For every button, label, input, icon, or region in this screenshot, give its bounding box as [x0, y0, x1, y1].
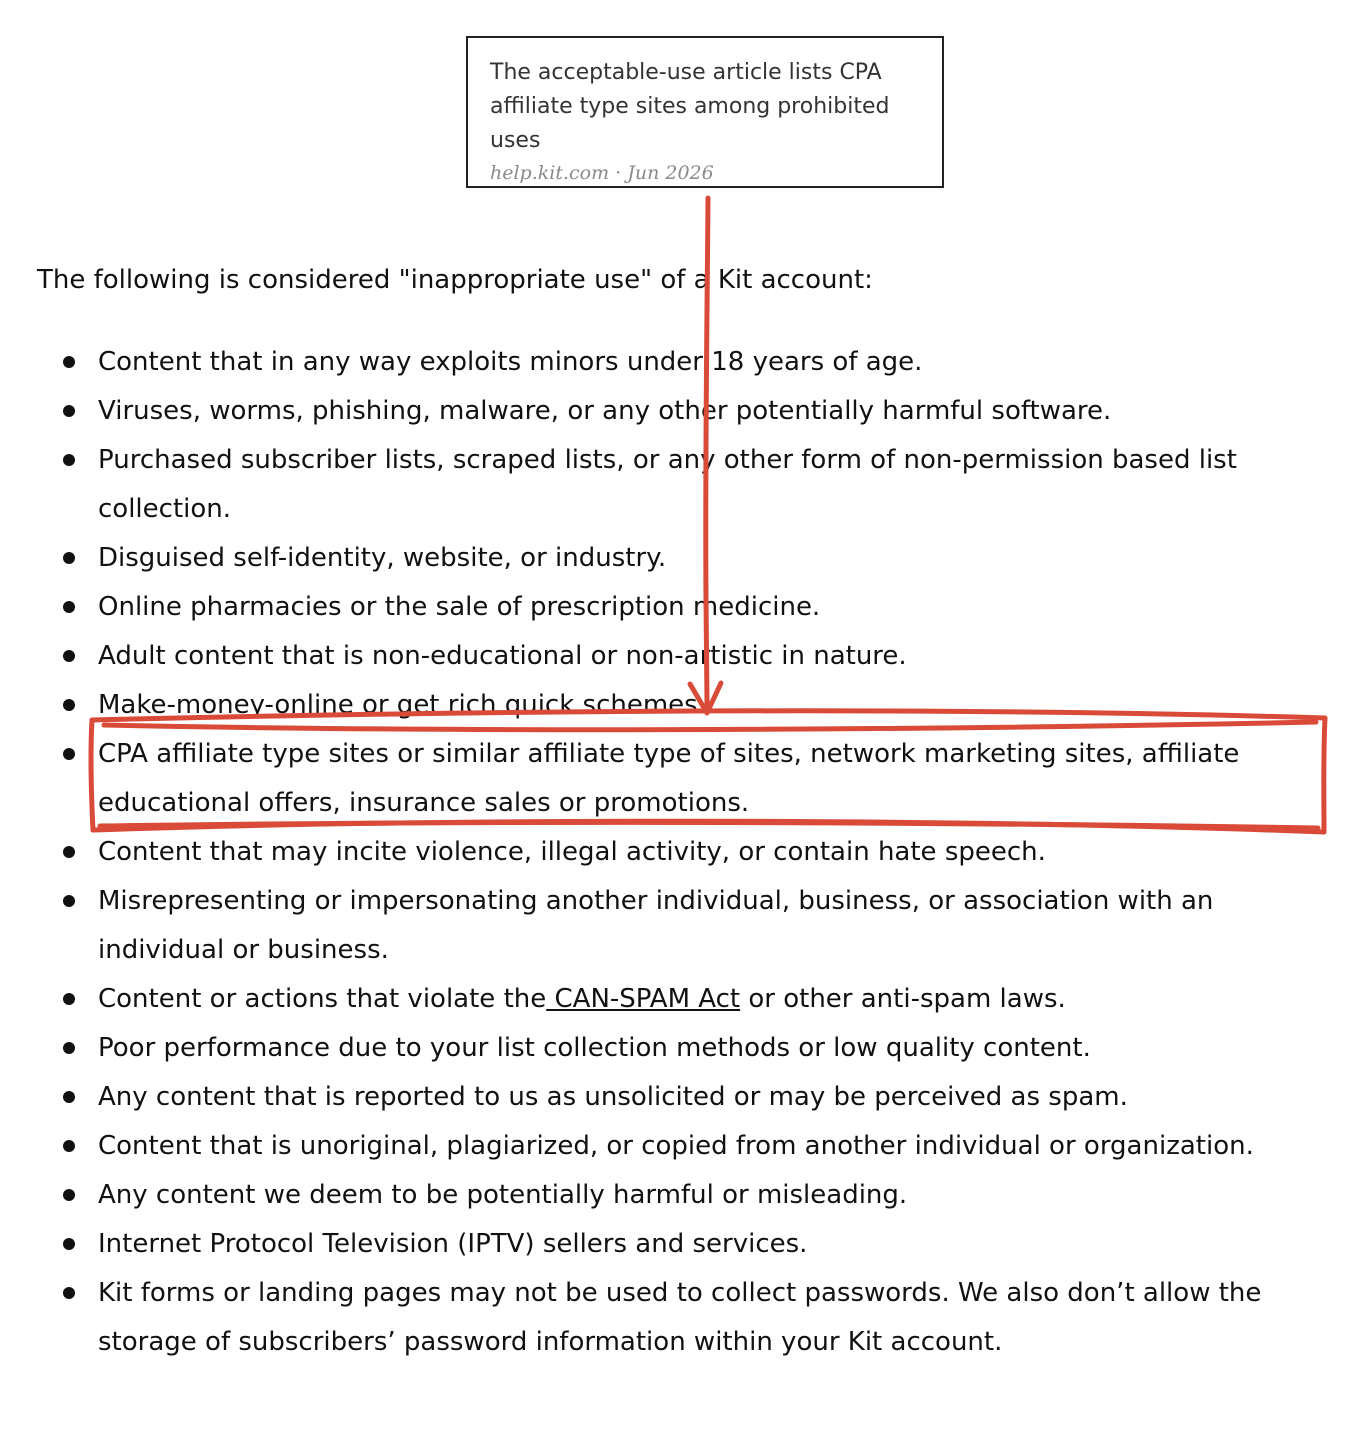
intro-text: The following is considered "inappropriate use" of a Kit account:	[37, 265, 873, 295]
list-item	[98, 975, 1318, 1024]
list-item: Kit forms or landing pages may not be used to collect passwords. We also don’t allow the storage of subscribers’ password information within your Kit account.	[98, 1269, 1318, 1367]
list-item: Any content that is reported to us as unsolicited or may be perceived as spam.	[98, 1073, 1318, 1122]
list-item-highlighted: CPA affiliate type sites or similar affiliate type of sites, network marketing sites, affiliate educational offers, insurance sales or promotions.	[98, 730, 1318, 828]
callout-text: The acceptable-use article lists CPA affiliate type sites among prohibited uses	[490, 60, 890, 153]
can-spam-act-link[interactable]: CAN-SPAM Act	[546, 984, 741, 1014]
list-item: Content that is unoriginal, plagiarized, or copied from another individual or organization.	[98, 1122, 1318, 1171]
annotation-callout	[466, 36, 944, 188]
inappropriate-use-list	[98, 338, 1318, 1367]
list-item-text: Content or actions that violate the	[98, 984, 547, 1014]
list-item: Purchased subscriber lists, scraped lists, or any other form of non-permission based list collection.	[98, 436, 1318, 534]
list-item: Online pharmacies or the sale of prescription medicine.	[98, 583, 1318, 632]
callout-source: help.kit.com · Jun 2026	[490, 162, 714, 184]
list-item: Content that may incite violence, illegal activity, or contain hate speech.	[98, 828, 1318, 877]
list-item-text: or other anti-spam laws.	[740, 984, 1066, 1014]
list-item: Disguised self-identity, website, or industry.	[98, 534, 1318, 583]
list-item: Poor performance due to your list collection methods or low quality content.	[98, 1024, 1318, 1073]
list-item: Adult content that is non-educational or non-artistic in nature.	[98, 632, 1318, 681]
list-item: Internet Protocol Television (IPTV) sellers and services.	[98, 1220, 1318, 1269]
list-item: Viruses, worms, phishing, malware, or any other potentially harmful software.	[98, 387, 1318, 436]
list-item: Any content we deem to be potentially harmful or misleading.	[98, 1171, 1318, 1220]
list-item: Content that in any way exploits minors under 18 years of age.	[98, 338, 1318, 387]
list-item: Misrepresenting or impersonating another individual, business, or association with an individual or business.	[98, 877, 1318, 975]
list-item: Make-money-online or get rich quick schemes.	[98, 681, 1318, 730]
